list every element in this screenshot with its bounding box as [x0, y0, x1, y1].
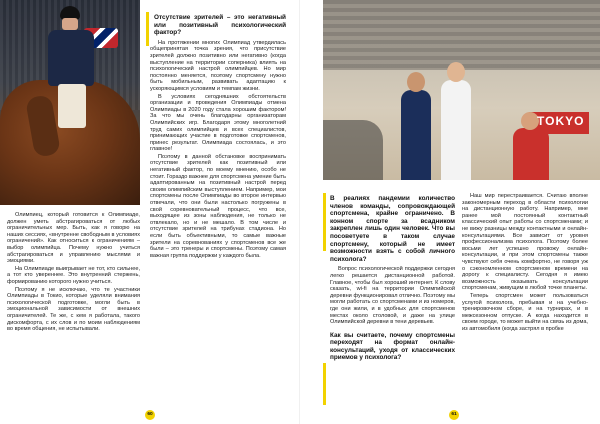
right-column: [150, 12, 286, 260]
intro-paragraph: Олимпиец, который готовится к Олимпиаде, должен уметь абстрагироваться от любых ограничительных мер. Быть, как я говорю на наших сессиях, «внутренне свободным в условиях ограничений». Как относиться к ограничениям – выбор олимпийца. Почему нужно учиться абстрагироваться и управлению мыслями и эмоциями.: [7, 212, 140, 265]
page-61: [300, 0, 600, 424]
person-shape: [513, 128, 549, 180]
callout-accent-bar: [323, 193, 326, 251]
page-number: 61: [449, 410, 459, 420]
rider-legs-shape: [58, 84, 86, 128]
rider-face-shape: [62, 18, 78, 30]
team-photo: [323, 0, 600, 180]
callout-question: В реалиях пандемии количество членов команды, сопровождающей спортсмена, крайне ограничено. В конном спорте за всадником закреплен лишь один человек. Что вы посоветуете в таком случае спортсмену, который не имеет возможности взять с собой личного психолога?: [330, 195, 455, 263]
callout-question: Как вы считаете, почему спортсмены переходят на формат онлайн-консультаций, уходя от классических приемов у психолога?: [330, 331, 455, 362]
person-shape: [441, 80, 471, 180]
rider-shape: [48, 30, 94, 86]
person-head-shape: [407, 72, 425, 92]
left-column: [330, 193, 455, 365]
body-paragraph: Наш мир перестраивается. Считаю вполне закономерным переход в области психологии на дистанционную работу. Например, мне ранее мой постоянный контактный классический опыт работы со спортсменами; и не вижу разницы между контактными и онлайн-консультациями. Все зависит от уровня профессионализма психолога. Поэтому более восьми лет успешно провожу онлайн-консультации, и при этом спортсмены также чувствуют себя очень комфортно, не говоря уж о сэкономленном спортсменом времени на дорогу к специалисту. Сегодня я имею возможность оказывать консультации спортсменам, живущим в любой точке планеты.: [462, 193, 588, 292]
foreground-shadow: [323, 120, 383, 180]
stadium-stands: [323, 0, 600, 70]
intro-column: [7, 212, 140, 334]
body-paragraph: Поэтому я не исключаю, что те участники Олимпиады в Токио, которые уделяли внимания психологической подготовке, могли быть в эмоциональной зависимости от внешних ограничителей. Те же, с кем я работала, такого дискомфорта, с их слов и по моим наблюдениям во время общения, не испытывали.: [7, 286, 140, 333]
person-shape: [401, 90, 431, 180]
heading-accent-bar: [146, 12, 149, 46]
body-paragraph: На протяжении многих Олимпиад утвердилась общепринятая точка зрения, что присутствие зрителей должно позитивно или негативно (когда выступление на территории соперника) влиять на психологический настрой олимпийцев. Но мир постоянно меняется, поэтому спортсмену нужно быть мобильным, развивать адаптацию к ускоряющимся условиям и темпам жизни.: [150, 39, 286, 92]
body-paragraph: Вопрос психологической поддержки сегодня легко решается дистанционной работой. Главное, чтобы был хороший интернет. К слову сказать, wi-fi на территории Олимпийской деревни функционировал отлично. Поэтому мы могли работать со спортсменами и из номеров, где они жили, и в удобных для спортсменов местах около столовой, и даже на улице Олимпийской деревни в тени деревьев.: [330, 266, 455, 326]
callout-accent-bar: [323, 363, 326, 405]
body-paragraph: На Олимпиаде выигрывает не тот, кто сильнее, а тот кто увереннее. Это внутренний стержень, формированию которого нужно учиться.: [7, 265, 140, 285]
section-heading: Отсутствие зрителей – это негативный или позитивный психологический фактор?: [154, 14, 286, 37]
rider-photo: [0, 0, 140, 205]
body-paragraph: Поэтому в данной обстановке воспринимать отсутствие зрителей как позитивный или негативный фактор, по моему мнению, особо не стоит. Гораздо важнее для спортсмена умение быть адаптированным на позитивный настрой перед своим олимпийским выступлением. Например, мои спортсмены после Олимпиады во второе интервью отвечали, что они были настолько погружены в свой соревновательный процесс, что все, выходящее из зоны наблюдения, не только не отвлекало, но и не мешало. В том числе и отсутствие зрителей на трибунах стадиона. Но если быть объективными, то самые важные зрители на соревнованиях у спортсменов все же были – это тренеры и спортсмены. Поэтому самая важная группа поддержки у каждого была.: [150, 153, 286, 259]
right-column: [462, 193, 588, 333]
body-paragraph: Теперь спортсмен может пользоваться услугой психолога, пребывая и на учебно-тренировочном сборе, и на турнирах, и в межсезонном отпуске. А когда находится в своем городе, то может выйти на связь из дома, из автомобиля (когда застрял в пробке: [462, 292, 588, 332]
tokyo-banner-text: TOKYO: [537, 114, 585, 128]
person-head-shape: [447, 62, 465, 82]
body-paragraph: В условиях сегодняшних обстоятельств организации и проведения Олимпиады отмена Олимпиады в 2020 году стала хорошим фактором! За что мы очень благодарны организаторам Олимпийских игр. Благодаря этому многолетний труд самих олимпийцев и всех специалистов, принимающих участие в подготовке спортсменов, принес результат. Олимпиада состоялась, и это главное!: [150, 93, 286, 153]
page-number: 60: [145, 410, 155, 420]
